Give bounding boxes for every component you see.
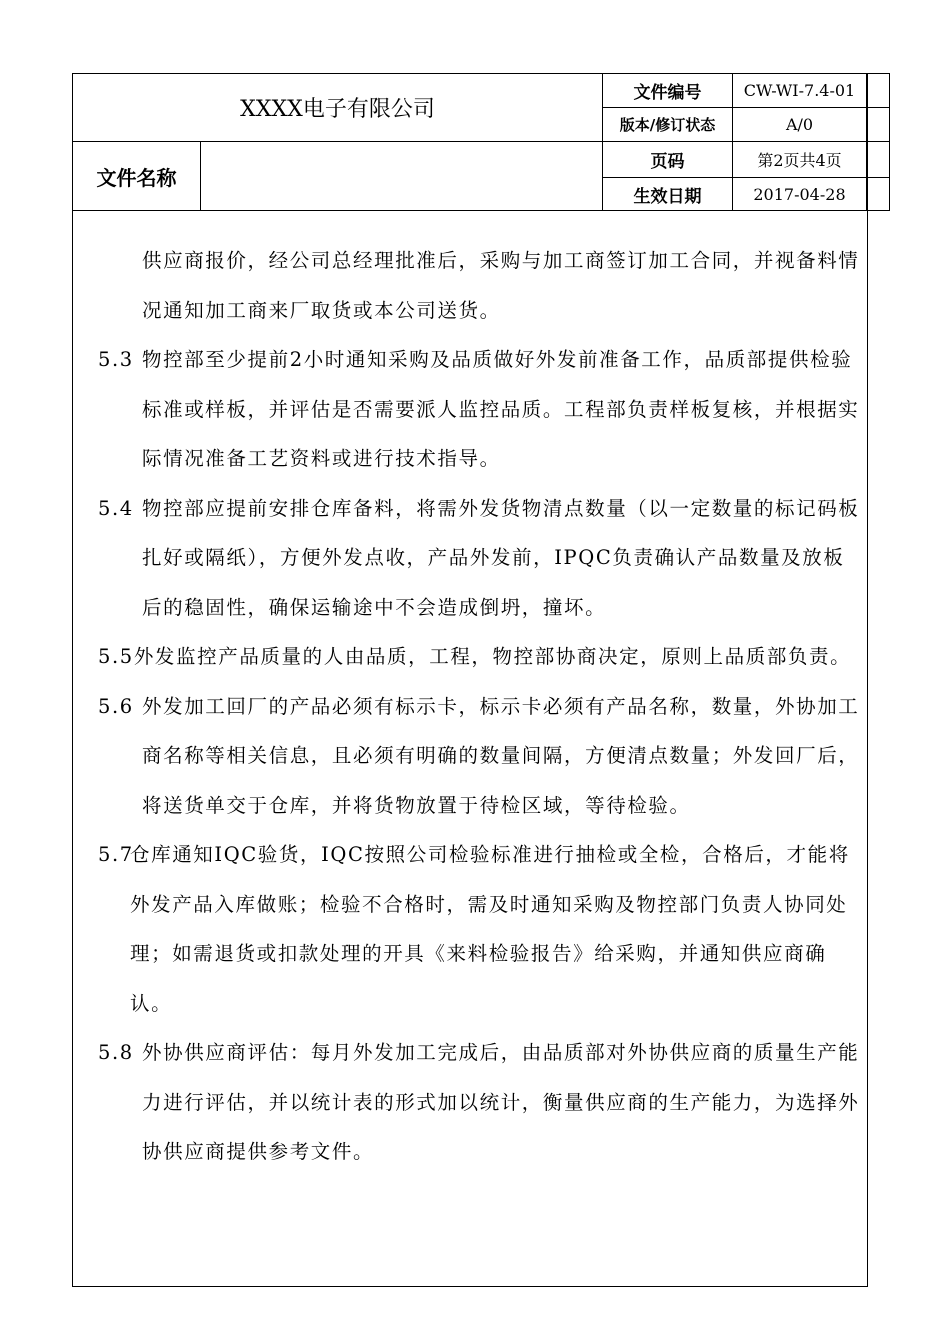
section-number: 5.4 [98,496,134,520]
paragraph-continued: 供应商报价，经公司总经理批准后，采购与加工商签订加工合同，并视备料情况通知加工商来厂取货或本公司送货。 [142,249,860,322]
section-text: 外协供应商评估：每月外发加工完成后，由品质部对外协供应商的质量生产能力进行评估，并以统计表的形式加以统计，衡量供应商的生产能力，为选择外协供应商提供参考文件。 [142,1041,860,1163]
section-number: 5.7 [98,843,134,866]
document-body [72,236,868,1177]
section-text: 外发加工回厂的产品必须有标示卡，标示卡必须有产品名称，数量，外协加工商名称等相关信息，且必须有明确的数量间隔，方便清点数量；外发回厂后，将送货单交于仓库，并将货物放置于待检区域，等待检验。 [142,694,860,817]
section-text: 外发监控产品质量的人由品质，工程，物控部协商决定，原则上品质部负责。 [133,645,852,668]
section-text: 物控部应提前安排仓库备料，将需外发货物清点数量（以一定数量的标记码板扎好或隔纸），方便外发点收，产品外发前，IPQC负责确认产品数量及放板后的稳固性，确保运输途中不会造成倒坍，撞坏。 [142,496,860,619]
section-5-6 [72,682,868,831]
company-name: XXXX电子有限公司 [240,97,435,122]
section-5-8 [72,1028,868,1177]
section-number: 5.3 [98,348,134,371]
file-name-label: 文件名称 [96,165,177,190]
section-number: 5.8 [98,1041,134,1064]
section-text: 物控部至少提前2小时通知采购及品质做好外发前准备工作，品质部提供检验标准或样板，并评估是否需要派人监控品质。工程部负责样板复核，并根据实际情况准备工艺资料或进行技术指导。 [142,348,860,470]
effective-date-value: 2017-04-28 [753,184,846,204]
doc-number-value: CW-WI-7.4-01 [743,81,856,100]
version-value: A/0 [785,115,814,134]
section-5-5 [72,632,868,682]
doc-number-label: 文件编号 [633,83,702,103]
section-5-4 [72,484,868,633]
effective-date-label: 生效日期 [633,186,702,207]
document-header-table [72,73,890,211]
section-text: 仓库通知IQC验货，IQC按照公司检验标准进行抽检或全检，合格后，才能将外发产品入库做账；检验不合格时，需及时通知采购及物控部门负责人协同处理；如需退货或扣款处理的开具《来料检验报告》给采购，并通知供应商确认。 [130,843,850,1015]
section-5-3 [72,335,868,484]
section-number: 5.5 [98,645,134,668]
section-5-7 [72,830,868,1028]
version-label: 版本/修订状态 [619,116,716,134]
page-label: 页码 [650,152,685,172]
section-number: 5.6 [98,694,134,718]
page-value: 第2页共4页 [757,151,842,170]
file-name-value [201,142,602,210]
